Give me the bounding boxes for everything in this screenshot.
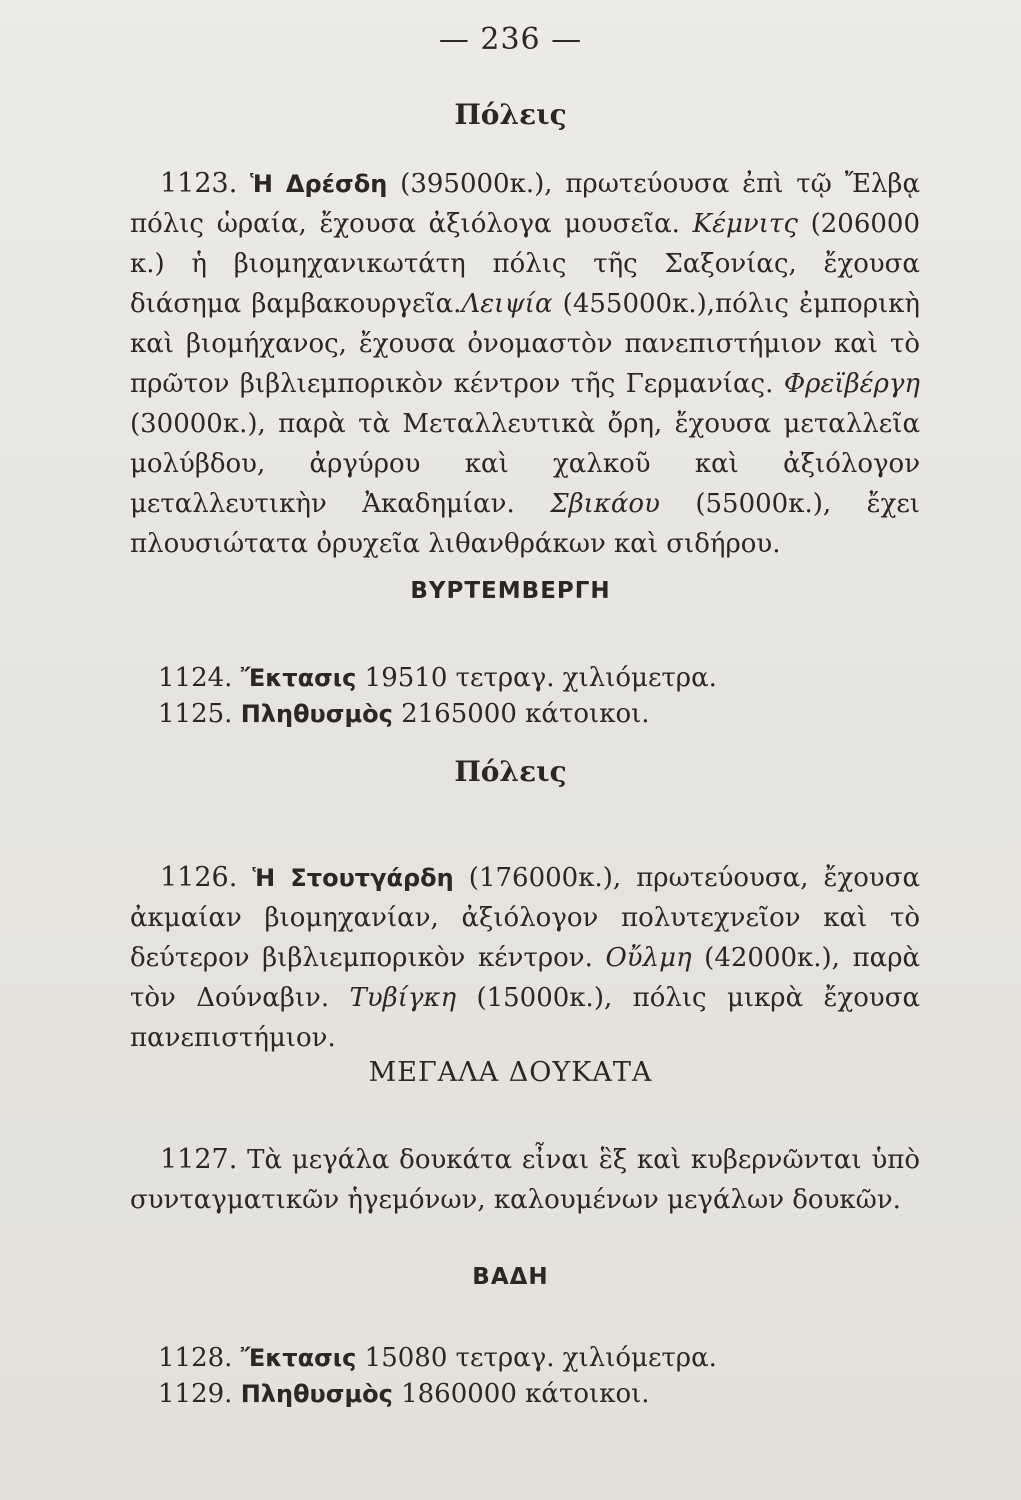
entry-text: (206000 κ.) ἡ βιομηχανικωτάτη πόλις τῆς Σαξονίας, ἔχουσα διάσημα βαμβακουργεῖα.	[130, 209, 920, 319]
entry-text: 15080 τετραγ. χιλιόμετρα.	[364, 1343, 717, 1373]
entry-number: 1129.	[158, 1379, 233, 1409]
entry-number: 1126.	[160, 862, 238, 893]
entry-text: (15000κ.), πόλις μικρὰ ἔχουσα πανεπιστήμιον.	[130, 983, 921, 1053]
paragraph-1127	[130, 1140, 920, 1220]
section-heading-cities: Πόλεις	[454, 98, 567, 131]
paragraph-1123	[130, 164, 920, 564]
entry-number: 1123.	[160, 168, 238, 199]
city-name: Λειψία	[461, 289, 553, 319]
stat-area	[158, 1340, 717, 1376]
entry-text: (55000κ.), ἔχει πλουσιώτατα ὀρυχεῖα λιθανθράκων καὶ σιδήρου.	[130, 489, 920, 559]
entry-number: 1124.	[158, 663, 233, 693]
section-heading-baden: ΒΑΔΗ	[472, 1264, 549, 1290]
entry-text: (395000κ.), πρωτεύουσα ἐπὶ τῷ Ἔλβᾳ πόλις ὡραία, ἔχουσα ἀξιόλογα μουσεῖα.	[130, 169, 921, 239]
entry-lead: Ἡ Δρέσδη	[250, 170, 388, 198]
entry-number: 1125.	[158, 699, 233, 729]
entry-text: (455000κ.),πόλις ἐμπορικὴ καὶ βιομήχανος, ἔχουσα ὀνομαστὸν πανεπιστήμιον καὶ τὸ πρῶτον βιβλιεμπορικὸν κέντρον τῆς Γερμανίας.	[130, 289, 921, 399]
city-name: Οὔλμη	[605, 943, 692, 973]
entry-lead: Ἔκτασις	[240, 664, 357, 692]
page-number: — 236 —	[438, 22, 583, 57]
city-name: Τυβίγκη	[349, 983, 457, 1013]
section-heading-cities-2: Πόλεις	[454, 755, 567, 788]
entry-text: 19510 τετραγ. χιλιόμετρα.	[364, 663, 717, 693]
city-name: Φρεϊβέργη	[783, 369, 920, 399]
entry-text: (176000κ.), πρωτεύουσα, ἔχουσα ἀκμαίαν βιομηχανίαν, ἀξιόλογον πολυτεχνεῖον καὶ τὸ δεύτερον βιβλιεμπορικὸν κέντρον.	[130, 863, 921, 973]
city-name: Κέμνιτς	[692, 209, 798, 239]
entry-lead: Ἔκτασις	[240, 1344, 357, 1372]
entry-text: (30000κ.), παρὰ τὰ Μεταλλευτικὰ ὄρη, ἔχουσα μεταλλεῖα μολύβδου, ἀργύρου καὶ χαλκοῦ καὶ ἀξιόλογον μεταλλευτικὴν Ἀκαδημίαν.	[130, 409, 920, 519]
entry-text: 1860000 κάτοικοι.	[401, 1379, 650, 1409]
entry-lead: Πληθυσμὸς	[240, 1380, 393, 1408]
paragraph-1126	[130, 858, 920, 1058]
city-name: Σβικάου	[550, 489, 660, 519]
entry-text: 2165000 κάτοικοι.	[401, 699, 650, 729]
entry-number: 1128.	[158, 1343, 233, 1373]
section-heading-wurttemberg: ΒΥΡΤΕΜΒΕΡΓΗ	[410, 578, 611, 604]
entry-lead: Πληθυσμὸς	[240, 700, 393, 728]
stat-population	[158, 696, 650, 732]
stat-population	[158, 1376, 650, 1412]
section-heading-grand-duchies: ΜΕΓΑΛΑ ΔΟΥΚΑΤΑ	[368, 1057, 653, 1088]
entry-text: Τὰ μεγάλα δουκάτα εἶναι ἓξ καὶ κυβερνῶνται ὑπὸ συνταγματικῶν ἡγεμόνων, καλουμένων μεγάλων δουκῶν.	[130, 1145, 920, 1215]
stat-area	[158, 660, 717, 696]
entry-lead: Ἡ Στουτγάρδη	[252, 864, 454, 892]
entry-text: (42000κ.), παρὰ τὸν Δούναβιν.	[130, 943, 921, 1013]
entry-number: 1127.	[160, 1144, 238, 1175]
